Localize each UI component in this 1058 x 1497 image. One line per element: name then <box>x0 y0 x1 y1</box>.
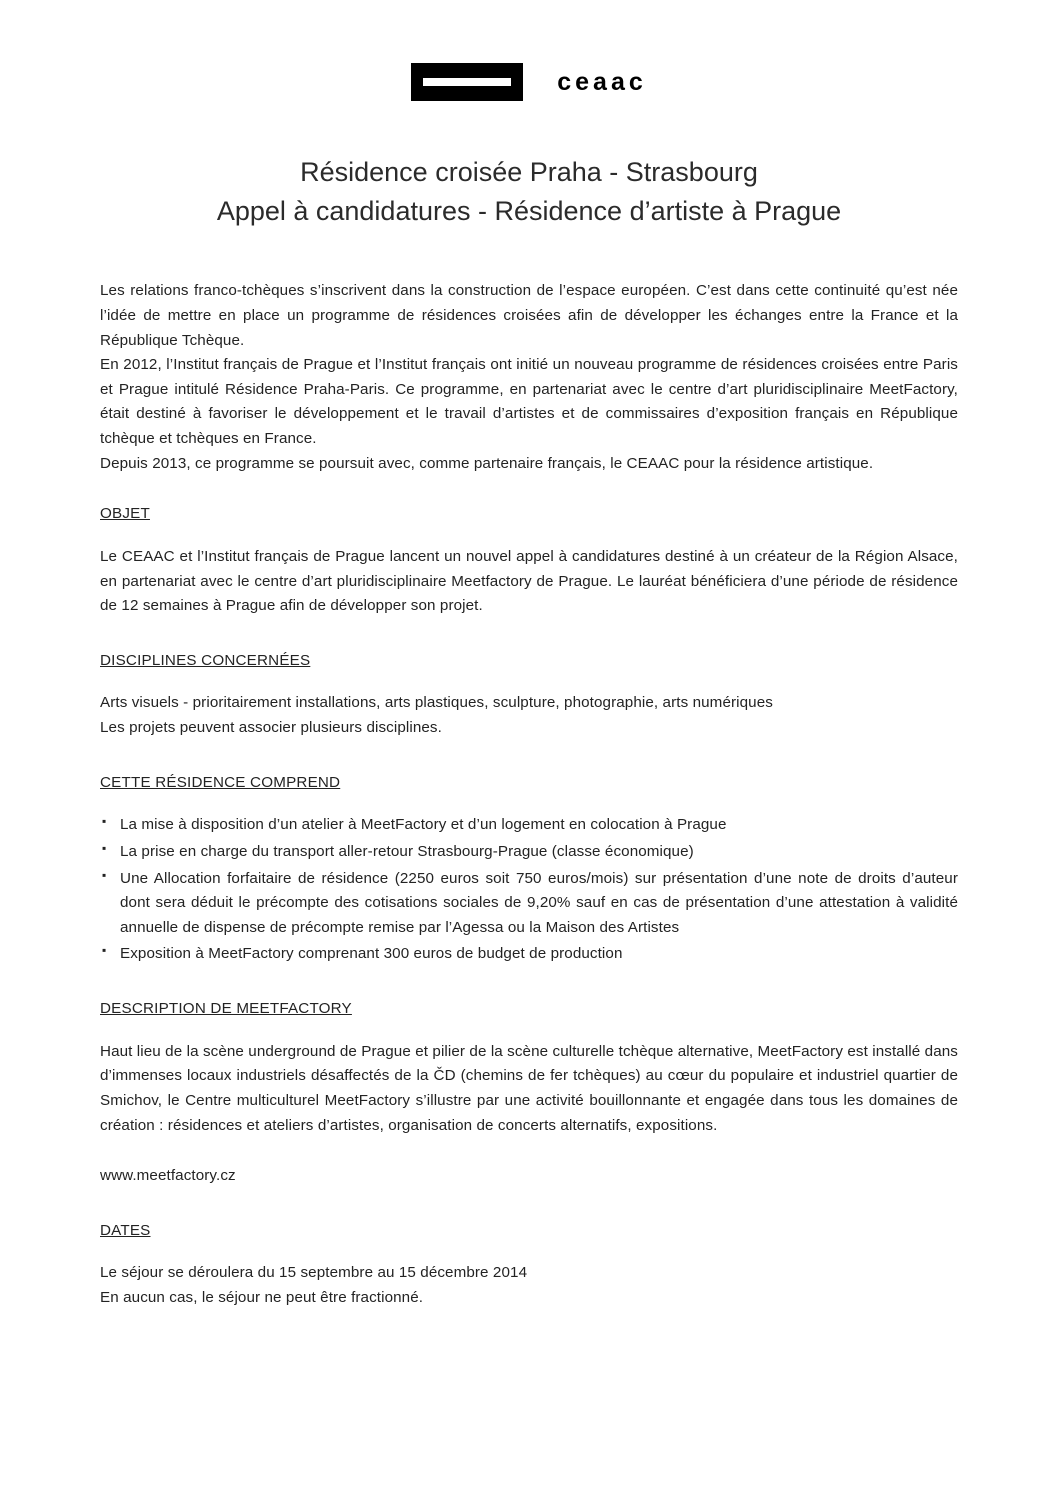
section-description-meetfactory <box>100 997 958 1189</box>
list-item: ▪ Une Allocation forfaitaire de résidence (2250 euros soit 750 euros/mois) sur présentation d’une note de droits d’auteur dont sera déduit le précompte des cotisations sociales de 9,20% sauf en cas de présentation d’une attestation à validité annuelle de dispense de précompte remise par l’Agessa ou la Maison des Artistes <box>100 867 958 941</box>
list-item: ▪ La mise à disposition d’un atelier à MeetFactory et d’un logement en colocation à Prague <box>100 813 958 838</box>
ceaac-logo-mark-icon <box>411 63 523 101</box>
intro-paragraph-1: Les relations franco-tchèques s’inscrivent dans la construction de l’espace européen. C’est dans cette continuité qu’est née l’idée de mettre en place un programme de résidences croisées afin de développer les échanges entre la France et la République Tchèque. <box>100 282 958 349</box>
page-title-line-1: Résidence croisée Praha - Strasbourg <box>300 157 758 187</box>
intro-paragraph-2: En 2012, l’Institut français de Prague et l’Institut français ont initié un nouveau programme de résidences croisées entre Paris et Prague intitulé Résidence Praha-Paris. Ce programme, en partenariat avec le centre d’art pluridisciplinaire MeetFactory, était destiné à favoriser le développement et le travail d’artistes et de commissaires d’exposition français en République tchèque et tchèques en France. <box>100 356 958 448</box>
residence-benefits-list <box>100 813 958 967</box>
section-heading: DISCIPLINES CONCERNÉES <box>100 651 311 669</box>
meetfactory-website-link[interactable]: www.meetfactory.cz <box>100 1167 236 1185</box>
section-heading: OBJET <box>100 505 150 523</box>
page-title-line-2: Appel à candidatures - Résidence d’artiste à Prague <box>216 196 842 227</box>
intro-block <box>100 279 958 476</box>
section-heading: CETTE RÉSIDENCE COMPREND <box>100 773 341 791</box>
list-item: ▪ La prise en charge du transport aller-retour Strasbourg-Prague (classe économique) <box>100 840 958 865</box>
section-paragraph: Le séjour se déroulera du 15 septembre au 15 décembre 2014 <box>100 1264 528 1282</box>
section-paragraph: Le CEAAC et l’Institut français de Prague lancent un nouvel appel à candidatures destiné à un créateur de la Région Alsace, en partenariat avec le centre d’art pluridisciplinaire Meetfactory de Prague. Le lauréat bénéficiera d’une période de résidence de 12 semaines à Prague afin de développer son projet. <box>100 547 958 615</box>
ceaac-logo-wordmark: ceaac <box>557 67 647 96</box>
section-heading: DATES <box>100 1221 151 1239</box>
document-body <box>100 279 958 1310</box>
section-paragraph: En aucun cas, le séjour ne peut être fractionné. <box>100 1289 424 1307</box>
section-dates <box>100 1219 958 1311</box>
document-header <box>100 63 958 101</box>
section-paragraph: Les projets peuvent associer plusieurs disciplines. <box>100 719 442 737</box>
section-paragraph: Arts visuels - prioritairement installations, arts plastiques, sculpture, photographie, arts numériques <box>100 694 773 712</box>
section-disciplines <box>100 649 958 741</box>
list-item: ▪ Exposition à MeetFactory comprenant 300 euros de budget de production <box>100 942 958 967</box>
section-heading: DESCRIPTION DE MEETFACTORY <box>100 1000 352 1018</box>
section-residence-comprend <box>100 771 958 967</box>
section-objet <box>100 502 958 619</box>
intro-paragraph-3: Depuis 2013, ce programme se poursuit avec, comme partenaire français, le CEAAC pour la résidence artistique. <box>100 454 874 472</box>
section-paragraph: Haut lieu de la scène underground de Prague et pilier de la scène culturelle tchèque alternative, MeetFactory est installé dans d’immenses locaux industriels désaffectés de la ČD (chemins de fer tchèques) au cœur du populaire et industriel quartier de Smichov, le Centre multiculturel MeetFactory s’illustre par une activité bouillonnante et engagée dans tous les domaines de création : résidences et ateliers d’artistes, organisation de concerts alternatifs, expositions. <box>100 1042 958 1134</box>
page-title <box>100 153 958 231</box>
